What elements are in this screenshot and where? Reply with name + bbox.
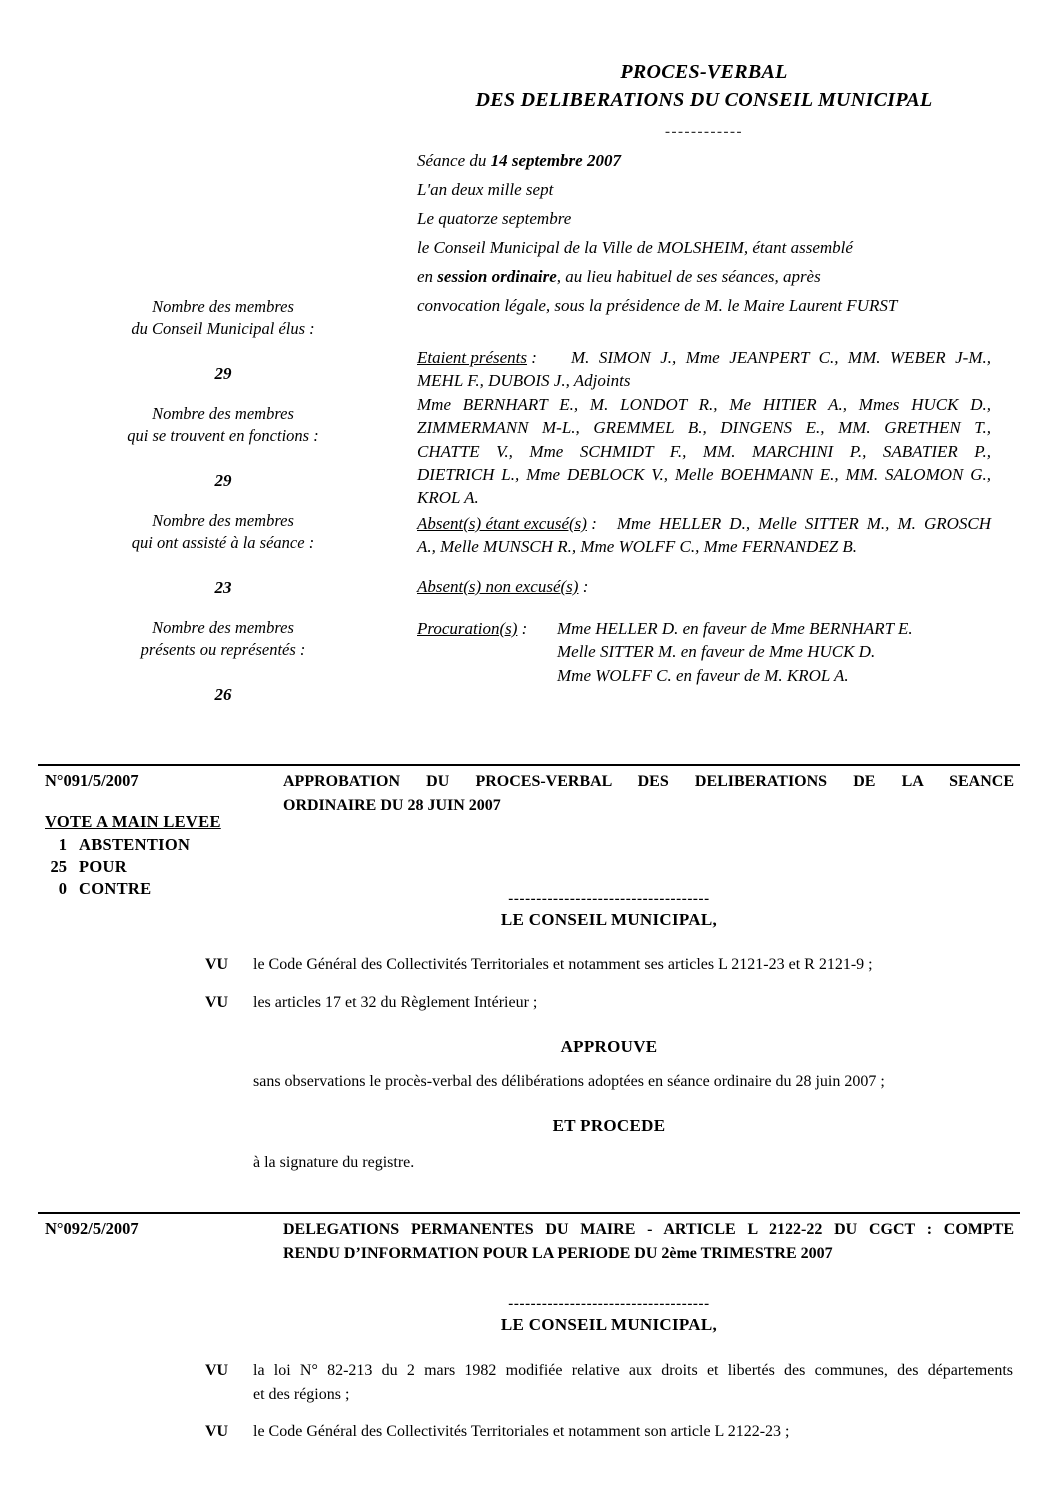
session-day-line: Le quatorze septembre xyxy=(417,209,572,228)
document-title xyxy=(417,58,991,114)
seance-prefix: Séance du xyxy=(417,151,491,170)
council-heading-block xyxy=(205,893,1013,930)
procurations-label-colon: : xyxy=(517,619,528,638)
counter-assiste xyxy=(63,510,383,599)
procuration-line: Melle SITTER M. en faveur de Mme HUCK D. xyxy=(557,642,876,662)
presents-line: CHATTE V., Mme SCHMIDT F., MM. MARCHINI P., SABATIER P., xyxy=(417,441,991,461)
absents-excuses-line: A., Melle MUNSCH R., Mme WOLFF C., Mme FERNANDEZ B. xyxy=(417,537,858,557)
deliberation2-title-line2: RENDU D’INFORMATION POUR LA PERIODE DU 2ème TRIMESTRE 2007 xyxy=(283,1244,833,1262)
dashed-separator: ------------------------------------ xyxy=(508,1296,710,1312)
counter-label: Nombre des membres xyxy=(152,297,294,316)
header-separator: ------------ xyxy=(665,124,743,140)
presents-first-line xyxy=(417,346,991,369)
vu-label: VU xyxy=(205,956,229,973)
dashed-separator: ------------------------------------ xyxy=(508,891,710,907)
vote-count: 25 xyxy=(50,857,67,876)
session-year-line: L'an deux mille sept xyxy=(417,180,554,199)
deliberation2-title xyxy=(283,1218,1014,1265)
tab-spacer xyxy=(537,346,571,369)
vu-label: VU xyxy=(205,994,229,1011)
counter-value: 26 xyxy=(214,685,232,704)
absents-excuses-label xyxy=(417,512,597,535)
counter-value: 29 xyxy=(214,471,232,490)
vu-label: VU xyxy=(205,1423,229,1440)
deliberation2-number: N°092/5/2007 xyxy=(45,1219,139,1238)
absents-excuses-label-colon: : xyxy=(586,514,597,533)
vote-label: POUR xyxy=(79,857,127,876)
tab-spacer xyxy=(597,512,617,535)
counter-label: Nombre des membres xyxy=(152,511,294,530)
vote-rows xyxy=(45,834,221,900)
seance-date-line xyxy=(417,146,1007,175)
vote-row-contre xyxy=(45,878,221,900)
procuration-line: Mme WOLFF C. en faveur de M. KROL A. xyxy=(557,665,849,685)
counter-label: du Conseil Municipal élus : xyxy=(131,319,315,338)
session-intro xyxy=(417,146,1007,320)
counter-label: qui se trouvent en fonctions : xyxy=(127,426,319,445)
counter-elus xyxy=(63,296,383,385)
counter-en-fonctions xyxy=(63,403,383,492)
vu-text-line2: et des régions ; xyxy=(253,1385,350,1403)
presents-section xyxy=(417,346,991,510)
section-divider-rule xyxy=(38,1212,1020,1214)
vote-heading: VOTE A MAIN LEVEE xyxy=(45,812,221,831)
section-divider-rule xyxy=(38,764,1020,766)
council-heading: LE CONSEIL MUNICIPAL, xyxy=(500,1315,718,1334)
procurations-label-text: Procuration(s) xyxy=(417,619,518,638)
vu-item xyxy=(205,1420,1013,1444)
vu-label: VU xyxy=(205,1362,229,1379)
session-type-line xyxy=(417,262,1007,291)
session-assembly-line: le Conseil Municipal de la Ville de MOLSHEIM, étant assemblé xyxy=(417,238,853,257)
procurations-lines xyxy=(557,617,991,687)
vu-text: le Code Général des Collectivités Territoriales et notamment son article L 2122-23 ; xyxy=(253,1423,790,1440)
counter-label: qui ont assisté à la séance : xyxy=(131,533,315,552)
approuve-paragraph: sans observations le procès-verbal des délibérations adoptées en séance ordinaire du 28 juin 2007 ; xyxy=(253,1073,885,1090)
absents-non-excuses-label-colon: : xyxy=(578,577,589,596)
vote-label: CONTRE xyxy=(79,879,152,898)
absents-excuses-names: Mme HELLER D., Melle SITTER M., M. GROSCH xyxy=(616,514,991,533)
vu-item xyxy=(205,1359,1013,1406)
vote-row-abstention xyxy=(45,834,221,856)
vote-count: 0 xyxy=(58,879,67,898)
vote-row-pour xyxy=(45,856,221,878)
vu-text xyxy=(253,1359,1013,1406)
presents-label xyxy=(417,346,537,369)
procurations-section xyxy=(417,617,991,687)
presents-label-colon: : xyxy=(527,348,537,367)
presents-line: DIETRICH L., Mme DEBLOCK V., Melle BOEHMANN E., MM. SALOMON G., xyxy=(417,465,991,485)
counter-label: Nombre des membres xyxy=(152,404,294,423)
counter-label: présents ou représentés : xyxy=(140,640,306,659)
presents-label-text: Etaient présents xyxy=(417,348,528,367)
document-title-line2: DES DELIBERATIONS DU CONSEIL MUNICIPAL xyxy=(475,89,933,111)
signature-paragraph: à la signature du registre. xyxy=(253,1154,415,1171)
session-type-prefix: en xyxy=(417,267,438,286)
seance-date: 14 septembre 2007 xyxy=(490,151,621,170)
procuration-line: Mme HELLER D. en faveur de Mme BERNHART E. xyxy=(557,619,913,638)
council-heading-block xyxy=(205,1298,1013,1335)
vu-item xyxy=(205,991,1013,1015)
deliberation2-title-line1: DELEGATIONS PERMANENTES DU MAIRE - ARTICLE L 2122-22 DU CGCT : COMPTE xyxy=(283,1221,1014,1238)
deliberation1-number: N°091/5/2007 xyxy=(45,771,139,790)
presents-line: KROL A. xyxy=(417,488,479,508)
counter-value: 29 xyxy=(214,364,232,383)
vu-text: le Code Général des Collectivités Territoriales et notamment ses articles L 2121-23 et R 2121-9 ; xyxy=(253,956,873,973)
vote-count: 1 xyxy=(58,835,67,854)
session-convocation-line: convocation légale, sous la présidence de M. le Maire Laurent FURST xyxy=(417,296,898,315)
counter-value: 23 xyxy=(214,578,232,597)
absents-excuses-first-line xyxy=(417,512,991,535)
presents-names: M. SIMON J., Mme JEANPERT C., MM. WEBER J-M., xyxy=(570,348,991,367)
absents-excuses-label-text: Absent(s) étant excusé(s) xyxy=(417,514,587,533)
deliberation1-title-line2: ORDINAIRE DU 28 JUIN 2007 xyxy=(283,796,501,814)
vu-text: les articles 17 et 32 du Règlement Intérieur ; xyxy=(253,994,538,1011)
approuve-heading: APPROUVE xyxy=(560,1037,658,1056)
vu-item xyxy=(205,953,1013,977)
counter-label: Nombre des membres xyxy=(152,618,294,637)
deliberation1-title-line1: APPROBATION DU PROCES-VERBAL DES DELIBERATIONS DE LA SEANCE xyxy=(283,773,1014,790)
vote-block xyxy=(45,812,221,900)
council-heading: LE CONSEIL MUNICIPAL, xyxy=(500,910,718,929)
absents-excuses-section xyxy=(417,512,991,559)
session-type-suffix: , au lieu habituel de ses séances, après xyxy=(556,267,821,286)
et-procede-heading: ET PROCEDE xyxy=(552,1116,666,1135)
presents-line: MEHL F., DUBOIS J., Adjoints xyxy=(417,371,631,391)
absents-non-excuses-section xyxy=(417,575,991,598)
presents-line: ZIMMERMANN M-L., GREMMEL B., DINGENS E., MM. GRETHEN T., xyxy=(417,418,991,438)
deliberation1-title xyxy=(283,770,1014,817)
document-title-line1: PROCES-VERBAL xyxy=(620,61,788,83)
counter-presents-representes xyxy=(63,617,383,706)
absents-non-excuses-label-text: Absent(s) non excusé(s) xyxy=(417,577,579,596)
vu-text-line1: la loi N° 82-213 du 2 mars 1982 modifiée relative aux droits et libertés des communes, des départements xyxy=(253,1362,1013,1379)
vote-label: ABSTENTION xyxy=(79,835,191,854)
presents-line: Mme BERNHART E., M. LONDOT R., Me HITIER A., Mmes HUCK D., xyxy=(417,394,991,414)
session-type-bold: session ordinaire xyxy=(437,267,557,286)
procurations-label xyxy=(417,617,557,687)
